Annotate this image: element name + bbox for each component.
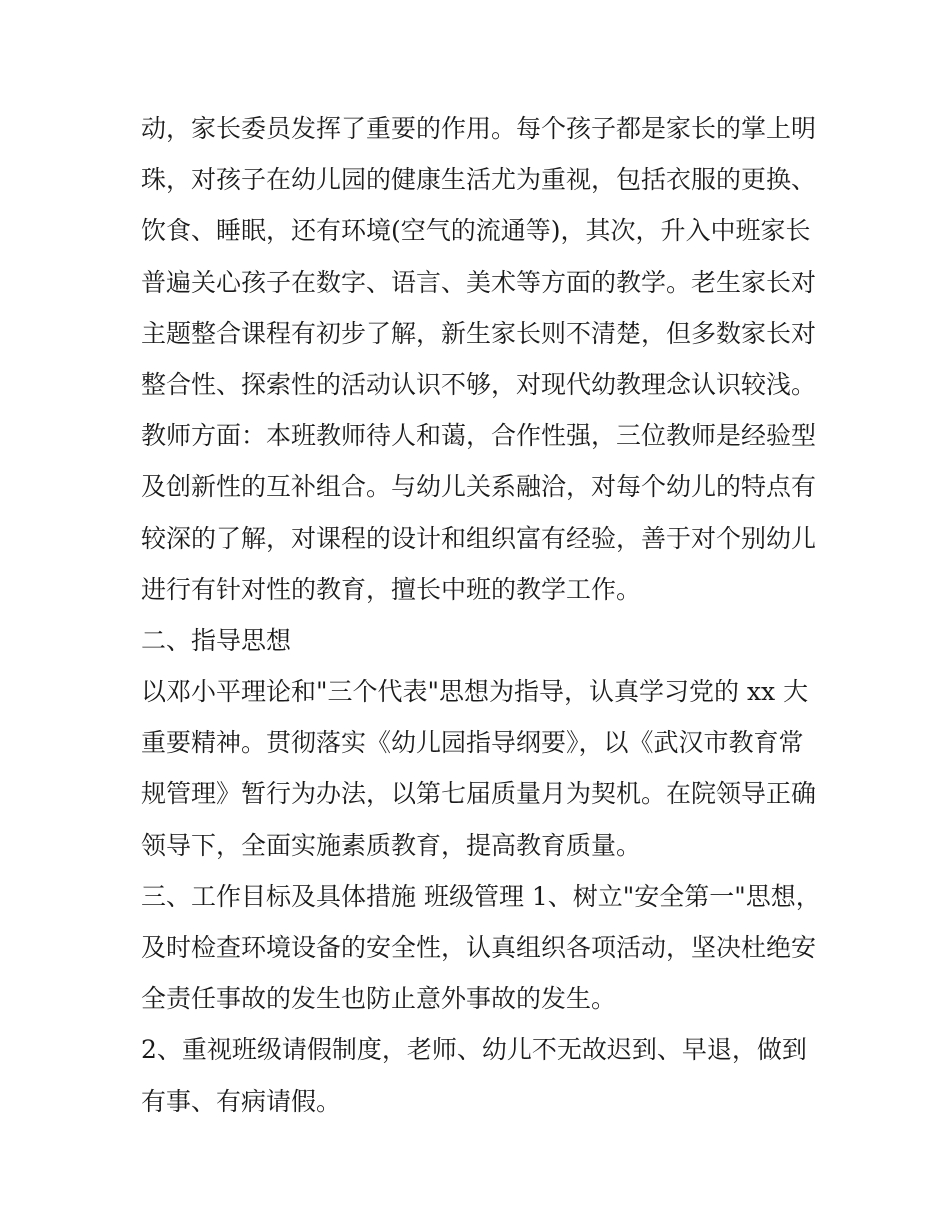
- text-line: 全责任事故的发生也防止意外事故的发生。: [141, 984, 617, 1014]
- text-line: 以邓小平理论和"三个代表"思想为指导，认真学习党的 xx 大: [141, 677, 809, 707]
- text-line: 饮食、睡眠，还有环境(空气的流通等)，其次，升入中班家长: [141, 216, 811, 246]
- text-line: 及创新性的互补组合。与幼儿关系融洽，对每个幼儿的特点有: [141, 472, 817, 502]
- text-line: 及时检查环境设备的安全性，认真组织各项活动，坚决杜绝安: [141, 933, 817, 962]
- text-line: 普遍关心孩子在数字、语言、美术等方面的教学。老生家长对: [141, 267, 817, 297]
- text-line: 进行有针对性的教育，擅长中班的教学工作。: [141, 574, 642, 604]
- text-line: 重要精神。贯彻落实《幼儿园指导纲要》，以《武汉市教育常: [141, 728, 804, 758]
- text-line: 整合性、探索性的活动认识不够，对现代幼教理念认识较浅。: [141, 369, 817, 399]
- text-line: 动，家长委员发挥了重要的作用。每个孩子都是家长的掌上明: [141, 114, 817, 143]
- text-line: 较深的了解，对课程的设计和组织富有经验，善于对个别幼儿: [141, 523, 817, 553]
- text-line: 有事、有病请假。: [141, 1086, 342, 1116]
- text-line: 珠，对孩子在幼儿园的健康生活尤为重视，包括衣服的更换、: [141, 165, 817, 195]
- body-text: [141, 103, 821, 1127]
- text-line: 教师方面：本班教师待人和蔼，合作性强，三位教师是经验型: [141, 421, 817, 451]
- text-line: 主题整合课程有初步了解，新生家长则不清楚，但多数家长对: [141, 318, 817, 348]
- section-heading: 二、指导思想: [141, 625, 292, 655]
- text-line: 规管理》暂行为办法，以第七届质量月为契机。在院领导正确: [141, 779, 817, 809]
- section-heading: 三、工作目标及具体措施 班级管理 1、树立"安全第一"思想，: [141, 881, 821, 911]
- text-line: 2、重视班级请假制度，老师、幼儿不无故迟到、早退，做到: [141, 1035, 807, 1065]
- text-line: 领导下，全面实施素质教育，提高教育质量。: [141, 830, 642, 860]
